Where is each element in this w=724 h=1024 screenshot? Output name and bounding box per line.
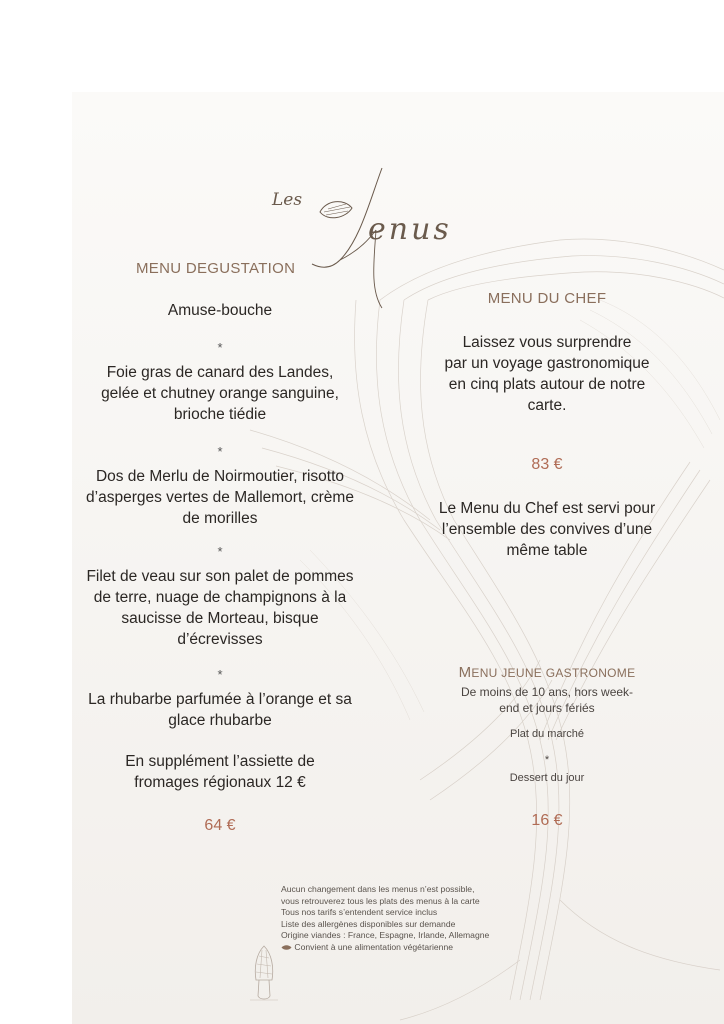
- dish-line: en cinq plats autour de notre: [448, 376, 646, 393]
- menu-du-chef-note: [412, 498, 682, 561]
- dish-line: glace rhubarbe: [168, 712, 272, 729]
- menu-jeune-dessert: Dessert du jour: [509, 772, 585, 784]
- dish-line: l’ensemble des convives d’une: [441, 521, 653, 538]
- dish-line: d’asperges vertes de Mallemort, crème: [86, 489, 354, 506]
- dish-filet-de-veau: [60, 566, 380, 650]
- separator-star: *: [217, 444, 223, 459]
- dish-line: de terre, nuage de champignons à la: [93, 589, 347, 606]
- menu-du-chef-description: [412, 332, 682, 416]
- menu-degustation-title: MENU DEGUSTATION: [136, 260, 296, 277]
- dish-line: Laissez vous surprendre: [462, 334, 632, 351]
- title-initial: M: [458, 664, 472, 681]
- dish-line: saucisse de Morteau, bisque: [121, 610, 319, 627]
- subtitle-line: end et jours fériés: [499, 701, 595, 715]
- dish-line: par un voyage gastronomique: [444, 355, 650, 372]
- note-line: Aucun changement dans les menus n’est possible,: [281, 884, 475, 894]
- menu-jeune-plat: Plat du marché: [510, 728, 584, 740]
- footer-notes: [281, 884, 541, 953]
- dish-merlu: [60, 466, 380, 529]
- dish-foie-gras: [60, 362, 380, 425]
- note-line: Origine viandes : France, Espagne, Irlande, Allemagne: [281, 930, 490, 940]
- dish-line: gelée et chutney orange sanguine,: [101, 385, 339, 402]
- dish-line: brioche tiédie: [173, 406, 267, 423]
- note-line: Liste des allergènes disponibles sur demande: [281, 918, 456, 929]
- dish-rhubarbe: [60, 689, 380, 731]
- menu-jeune-title: [412, 664, 682, 681]
- note-line: Tous nos tarifs s’entendent service inclus: [281, 907, 438, 917]
- dish-line: même table: [506, 542, 588, 559]
- note-line: vous retrouverez tous les plats des menus à la carte: [281, 895, 480, 906]
- note-text: Convient à une alimentation végétarienne: [294, 941, 454, 952]
- dish-line: fromages régionaux 12 €: [134, 774, 306, 791]
- title-menus: enus: [368, 212, 452, 247]
- dish-line: Le Menu du Chef est servi pour: [438, 500, 656, 517]
- menu-degustation-price: 64 €: [204, 817, 236, 834]
- dish-line: d’écrevisses: [177, 631, 263, 648]
- note-line-vegetarian: [281, 942, 541, 954]
- separator-star: *: [544, 754, 550, 766]
- morel-mushroom-icon: [246, 944, 282, 1004]
- menu-du-chef-title: MENU DU CHEF: [487, 290, 607, 307]
- subtitle-line: De moins de 10 ans, hors week-: [460, 685, 634, 699]
- leaf-icon: [281, 944, 292, 951]
- cheese-supplement: [60, 751, 380, 793]
- dish-line: Filet de veau sur son palet de pommes: [86, 568, 354, 585]
- dish-line: La rhubarbe parfumée à l’orange et sa: [88, 691, 352, 708]
- dish-line: carte.: [527, 397, 567, 414]
- menu-du-chef-price: 83 €: [531, 456, 563, 473]
- menu-jeune-subtitle: [412, 684, 682, 716]
- title-les: Les: [272, 190, 303, 210]
- menu-jeune-price: 16 €: [531, 812, 563, 829]
- dish-line: Dos de Merlu de Noirmoutier, risotto: [95, 468, 345, 485]
- separator-star: *: [217, 340, 223, 355]
- amuse-bouche: Amuse-bouche: [167, 302, 273, 319]
- dish-line: Foie gras de canard des Landes,: [106, 364, 334, 381]
- dish-line: En supplément l’assiette de: [125, 753, 315, 770]
- separator-star: *: [217, 667, 223, 682]
- title-rest: ENU JEUNE GASTRONOME: [471, 666, 636, 680]
- dish-line: de morilles: [182, 510, 258, 527]
- separator-star: *: [217, 544, 223, 559]
